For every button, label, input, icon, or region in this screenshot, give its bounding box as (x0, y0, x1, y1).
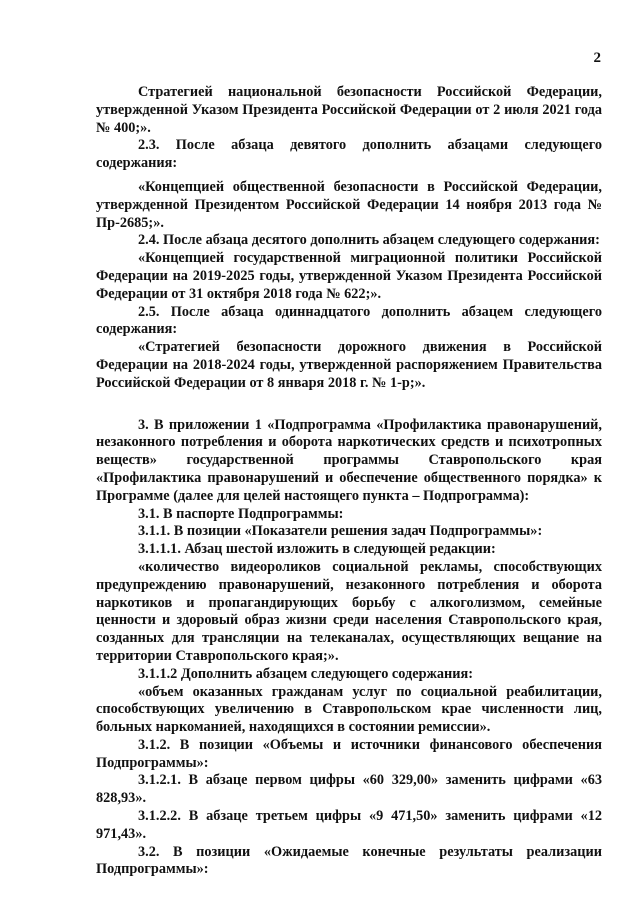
paragraph: 2.3. После абзаца девятого дополнить абзацами следующего содержания: (96, 137, 602, 172)
paragraph: «Стратегией безопасности дорожного движения в Российской Федерации на 2018-2024 годы, утвержденной распоряжением Правительства Российской Федерации от 8 января 2018 г. № 1-р;». (96, 339, 602, 391)
paragraph: 2.4. После абзаца десятого дополнить абзацем следующего содержания: (138, 232, 600, 249)
paragraph: 2.5. После абзаца одиннадцатого дополнить абзацем следующего содержания: (96, 303, 602, 338)
paragraph: 3. В приложении 1 «Подпрограмма «Профилактика правонарушений, незаконного потребления и оборота наркотических средств и психотропных веществ» государственной программы Ставропольского края «Профилактика правонарушений и обеспечение общественного порядка» к Программе (далее для целей настоящего пункта – Подпрограмма): (96, 416, 602, 504)
paragraph: «количество видеороликов социальной рекламы, способствующих предупреждению правонарушений, незаконного потребления и оборота наркотиков и пропагандирующих борьбу с алкоголизмом, семейные ценности и здоровый образ жизни среди населения Ставропольского края, созданных для трансляции на телеканалах, осуществляющих вещание на территории Ставропольского края;». (96, 558, 602, 664)
paragraph: 3.1.1.1. Абзац шестой изложить в следующей редакции: (138, 541, 496, 558)
page-number: 2 (593, 50, 601, 66)
paragraph: 3.1.2.1. В абзаце первом цифры «60 329,00» заменить цифрами «63 828,93». (96, 772, 602, 807)
paragraph: Стратегией национальной безопасности Российской Федерации, утвержденной Указом Президента Российской Федерации от 2 июля 2021 года № 400;». (96, 84, 602, 136)
paragraph: 3.2. В позиции «Ожидаемые конечные результаты реализации Подпрограммы»: (96, 843, 602, 878)
paragraph: 3.1.1.2 Дополнить абзацем следующего содержания: (138, 665, 474, 682)
paragraph: 3.1.2. В позиции «Объемы и источники финансового обеспечения Подпрограммы»: (96, 736, 602, 771)
paragraph: «Концепцией общественной безопасности в Российской Федерации, утвержденной Президентом Российской Федерации 14 ноября 2013 года № Пр-2685;». (96, 178, 602, 231)
document-body (96, 84, 602, 879)
paragraph: 3.1. В паспорте Подпрограммы: (138, 505, 344, 522)
paragraph: 3.1.1. В позиции «Показатели решения задач Подпрограммы»: (138, 523, 543, 540)
paragraph: «объем оказанных гражданам услуг по социальной реабилитации, способствующих увеличению в Ставропольском крае численности лиц, больных наркоманией, находящихся в состоянии ремиссии». (96, 683, 602, 736)
paragraph: «Концепцией государственной миграционной политики Российской Федерации на 2019-2025 годы, утвержденной Указом Президента Российской Федерации от 31 октября 2018 года № 622;». (96, 250, 602, 302)
paragraph: 3.1.2.2. В абзаце третьем цифры «9 471,50» заменить цифрами «12 971,43». (96, 808, 602, 842)
